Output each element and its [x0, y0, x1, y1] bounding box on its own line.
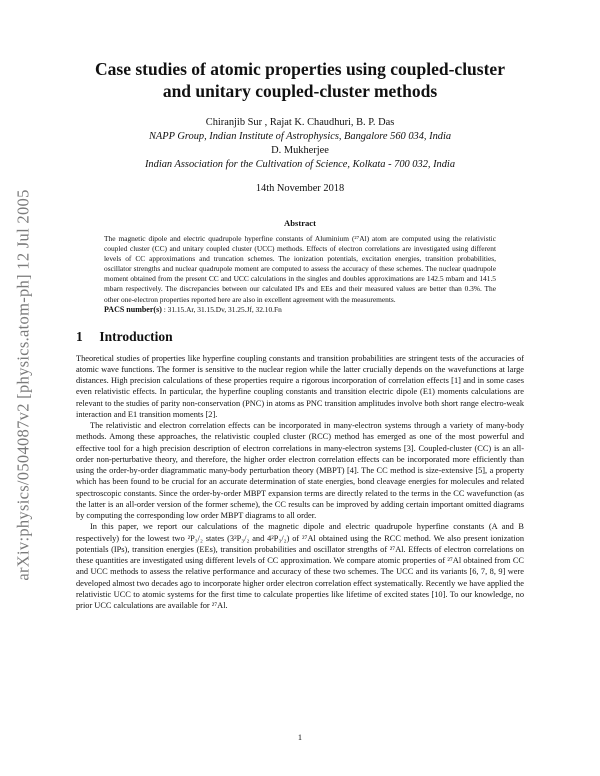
affiliation-1: NAPP Group, Indian Institute of Astrophysics, Bangalore 560 034, India: [148, 131, 452, 142]
page-number: 1: [297, 733, 303, 742]
arxiv-identifier-text: arXiv:physics/0504087v2 [physics.atom-ph] 12 Jul 2005: [14, 189, 33, 581]
paper-page: [76, 50, 524, 611]
section-number: 1: [76, 328, 83, 344]
author-list: Chiranjib Sur , Rajat K. Chaudhuri, B. P. Das: [205, 117, 395, 128]
intro-paragraph-2: The relativistic and electron correlation effects can be incorporated in many-electron systems through a variety of many-body methods. Among these approaches, the relativistic coupled cluster (RCC) method has emerged as one of the most powerful and effective tool for a high precision description of electron correlations in many-electron systems [3]. Coupled-cluster (CC) is an all-order non-perturbative theory, and therefore, the higher order electron correlation effects can be incorporated more efficiently than using the order-by-order diagrammatic many-body perturbation theory (MBPT) [4]. The CC method is size-extensive [5], a property which has been found to be crucial for an accurate determination of state energies, bond cleavage energies for molecules and related spectroscopic constants. Since the order-by-order MBPT expansion terms are directly related to the terms in the CC wavefunction (as the latter is an all-order version of the former scheme), the CC results can be improved by adding certain important omitted diagrams by computing the corresponding low order MBPT diagrams to all order.: [76, 421, 524, 521]
intro-paragraph-1: Theoretical studies of properties like hyperfine coupling constants and transition probabilities are stringent tests of the accuracies of atomic wave functions. The former is sensitive to the nuclear region while the latter crucially depends on the wavefunctions at large distances. High precision calculations of these properties require a rigorous incorporation of correlation effects [1] and in some cases even relativistic effects. In particular, the hyperfine coupling constants and transition electric dipole (E1) moments calculations are relevant to the studies of parity non-conservation (PNC) in atoms as PNC transition amplitudes involve both short range electro-weak interaction and E1 transition moments [2].: [76, 353, 524, 419]
title-line-1: Case studies of atomic properties using coupled-cluster: [95, 59, 505, 79]
paper-date: 14th November 2018: [255, 183, 345, 194]
pacs-label: PACS number(s): [104, 304, 162, 314]
section-heading: [76, 329, 524, 345]
paper-title: [76, 58, 524, 102]
intro-paragraph-3: In this paper, we report our calculations of the magnetic dipole and electric quadrupole hyperfine constants (A and B respectively) for the lowest two ²P₃/₂ states (3²P₃/₂ and 4²P₃/₂) of ²⁷Al obtained using the RCC method. We also present ionization potentials (IPs), transition energies (EEs), transition probabilities and oscillator strengths of ²⁷Al. Effects of electron correlations on these quantities are investigated using different levels of CC approximation. We compare atomic properties of ²⁷Al obtained from CC and UCC methods to assess the relative performance and accuracy of these two schemes. The UCC and its variants [6, 7, 8, 9] were developed almost two decades ago to incorporate higher order electron correlation effect systematically. Recently we have applied the relativistic UCC to atomic systems for the first time to calculate properties like lifetime of excited states [10]. To our knowledge, no prior UCC calculations are available for ²⁷Al.: [76, 522, 524, 611]
section-title: Introduction: [99, 328, 173, 344]
abstract-heading: Abstract: [284, 218, 316, 228]
pacs-line: [104, 305, 496, 315]
abstract-text: The magnetic dipole and electric quadrupole hyperfine constants of Aluminium (²⁷Al) atom are computed using the relativistic coupled cluster (CC) and unitary coupled cluster (UCC) methods. Effects of electron correlations are investigated using different levels of CC approximations and truncation schemes. The ionization potentials, excitation energies, transition probabilities, oscillator strengths and nuclear quadrupole moment are computed to assess the accuracy of these schemes. The nuclear quadrupole moment obtained from the present CC and UCC calculations in the singles and doubles approximations are 142.5 mbarn and 141.5 mbarn respectively. The discrepancies between our calculated IPs and EEs and their measured values are better than 0.3%. The other one-electron properties reported here are also in excellent agreement with the measurements.: [104, 234, 496, 304]
author-2: D. Mukherjee: [271, 145, 329, 156]
arxiv-identifier-stamp: [6, 150, 42, 620]
pacs-values: : 31.15.Ar, 31.15.Dv, 31.25.Jf, 32.10.Fn: [163, 304, 282, 314]
affiliation-2: Indian Association for the Cultivation of Science, Kolkata - 700 032, India: [144, 159, 456, 170]
title-line-2: and unitary coupled-cluster methods: [162, 81, 438, 101]
